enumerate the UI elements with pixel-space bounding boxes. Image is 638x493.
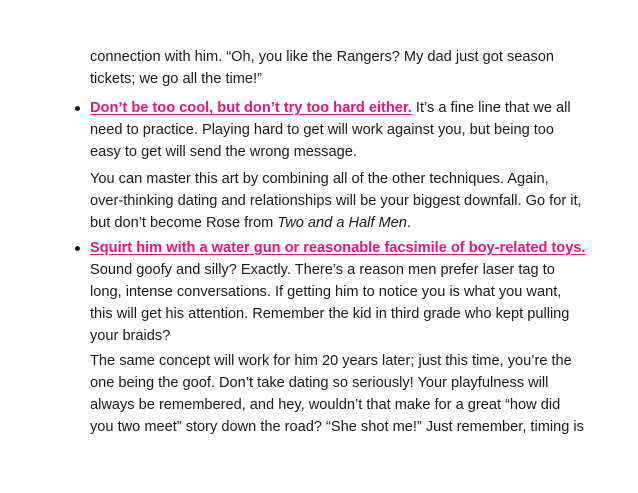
bullet-item-too-cool [90,97,571,163]
line-text: easy to get will send the wrong message. [90,144,357,160]
line-text: you two meet” story down the road? “She shot me!” Just remember, timing is [90,419,584,435]
text-line [90,237,586,259]
line-text: one being the goof. Don’t take dating so seriously! Your playfulness will [90,375,549,391]
line-text: always be remembered, and hey, wouldn’t that make for a great “how did [90,397,561,413]
line-text: Sound goofy and silly? Exactly. There’s a reason men prefer laser tag to [90,262,555,278]
heading-link-water-gun[interactable]: Squirt him with a water gun or reasonable facsimile of boy-related toys. [90,240,586,256]
text-line [90,350,572,372]
paragraph-rangers [90,46,560,90]
text-line [90,325,560,347]
text-line [90,281,560,303]
line-text: It’s a fine line that we all [411,100,571,116]
bullet-dot-icon [75,246,80,251]
show-title: Two and a Half Men [277,215,407,231]
text-line [90,212,560,234]
line-text: You can master this art by combining all of the other techniques. Again, [90,171,549,187]
heading-link-too-cool[interactable]: Don’t be too cool, but don’t try too hard either. [90,100,412,116]
text-line [90,394,560,416]
line-text: but don’t become Rose from [90,215,278,231]
text-line [90,68,560,90]
paragraph-master-art [90,168,582,234]
line-text: The same concept will work for him 20 years later; just this time, you’re the [90,353,572,369]
line-text: long, intense conversations. If getting him to notice you is what you want, [90,284,562,300]
line-text: need to practice. Playing hard to get will work against you, but being too [90,122,555,138]
text-line [90,97,571,119]
text-line [90,119,560,141]
text-line [90,372,560,394]
line-text: . [406,215,411,231]
text-line [90,168,560,190]
line-text: tickets; we go all the time!” [90,71,262,87]
text-line [90,416,584,438]
line-text: connection with him. “Oh, you like the Rangers? My dad just got season [90,49,554,65]
bullet-dot-icon [75,106,80,111]
line-text: over-thinking dating and relationships will be your biggest downfall. Go for it, [90,193,582,209]
line-text: your braids? [90,328,171,344]
paragraph-same-concept [90,350,584,438]
text-line [90,46,560,68]
text-line [90,141,560,163]
text-line [90,190,582,212]
bullet-item-water-gun [90,237,586,347]
text-line [90,303,570,325]
line-text: this will get his attention. Remember the kid in third grade who kept pulling [90,306,570,322]
text-line [90,259,560,281]
